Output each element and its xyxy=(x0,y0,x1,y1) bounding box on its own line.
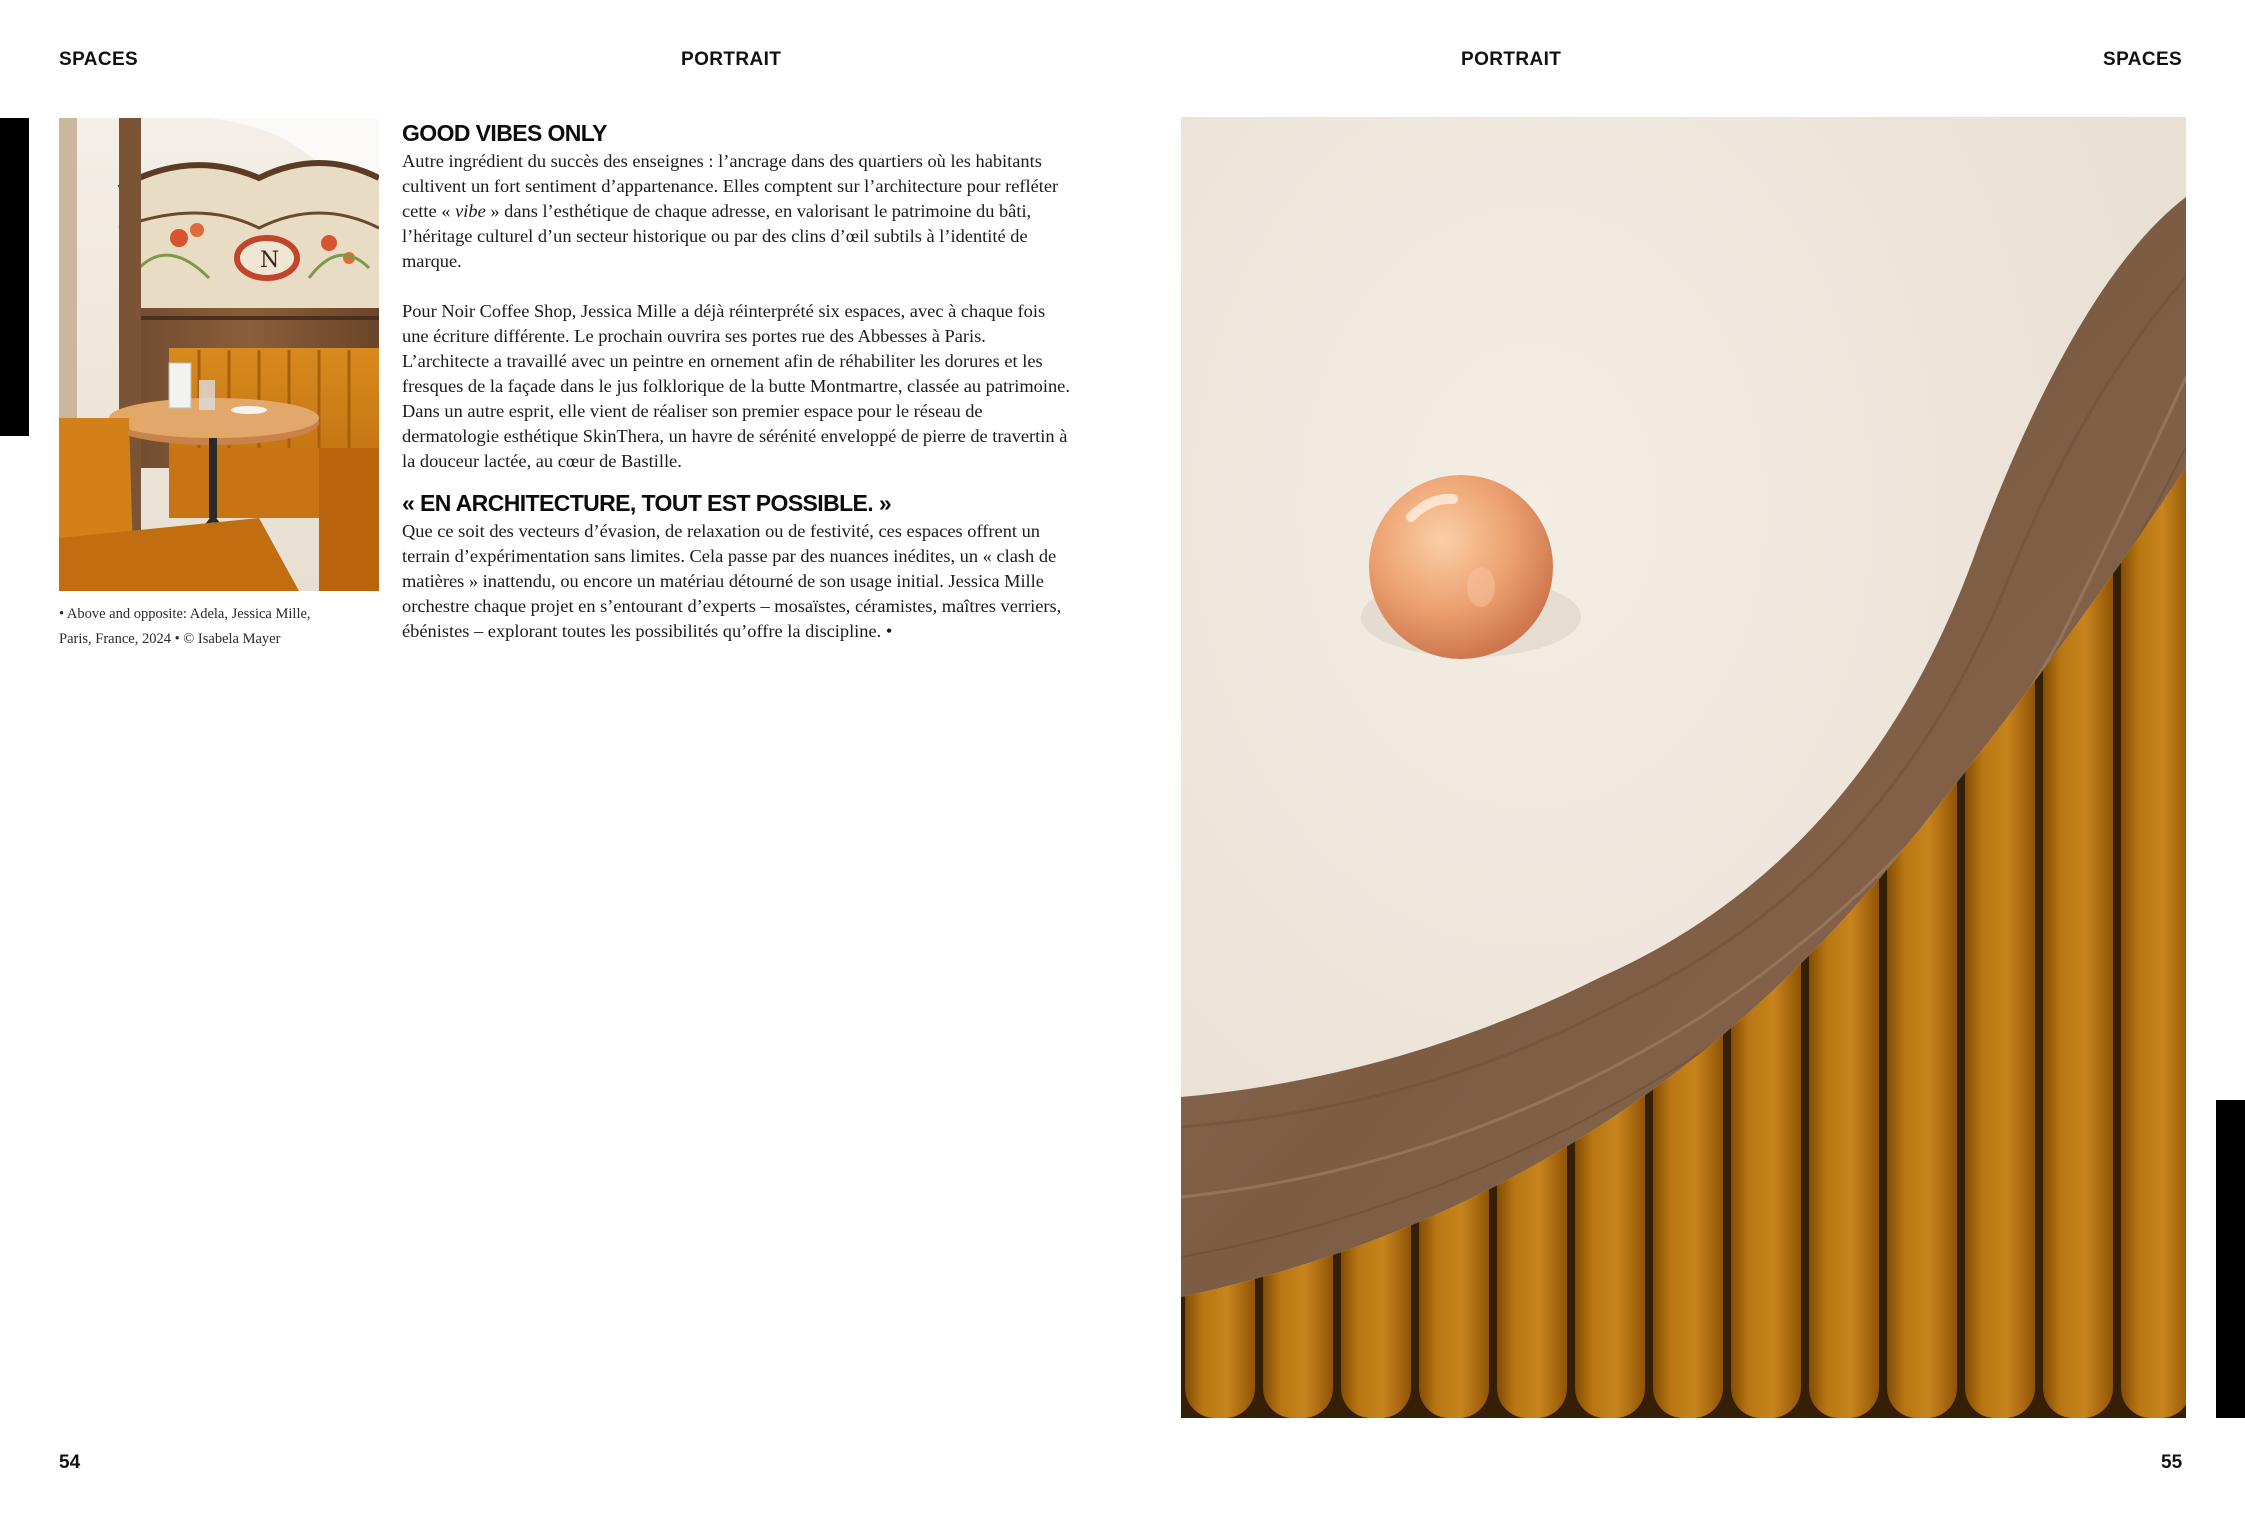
paragraph-1-text-a: Autre ingrédient du succès des enseignes : l’ancrage dans des quartiers où les habitants cultivent un fort sentiment d’appartenance. Elles comptent sur l’architecture pour refléter cette « xyxy=(402,151,1059,221)
page-number-left: 54 xyxy=(59,1452,81,1473)
heading-good-vibes: GOOD VIBES ONLY xyxy=(402,120,607,146)
caption-line-2: Paris, France, 2024 • © Isabela Mayer xyxy=(59,631,281,647)
paragraph-1-italic: vibe xyxy=(455,201,486,221)
heading-architecture-quote: « EN ARCHITECTURE, TOUT EST POSSIBLE. » xyxy=(402,490,892,516)
paragraph-2: Pour Noir Coffee Shop, Jessica Mille a déjà réinterprété six espaces, avec à chaque fois une écriture différente. Le prochain ouvrira ses portes rue des Abbesses à Paris. L’architecte a travaillé avec un peintre en ornement afin de réhabiliter les dorures et les fresques de la façade dans le jus folklorique de la butte Montmartre, classée au patrimoine. Dans un autre esprit, elle vient de réaliser son premier espace pour le réseau de dermatologie esthétique SkinThera, un havre de sérénité enveloppé de pierre de travertin à la douceur lactée, au cœur de Bastille. xyxy=(402,301,1070,471)
restaurant-interior-photo xyxy=(59,118,379,591)
left-edge-tab xyxy=(0,118,29,436)
photo-caption xyxy=(59,602,359,652)
svg-text:N: N xyxy=(260,248,280,273)
article-body xyxy=(402,120,1072,644)
page-number-right: 55 xyxy=(2161,1452,2183,1473)
paragraph-1 xyxy=(402,149,1072,274)
running-head-left-section: SPACES xyxy=(59,49,139,70)
running-head-right-section: SPACES xyxy=(2103,49,2183,70)
paragraph-3: Que ce soit des vecteurs d’évasion, de relaxation ou de festivité, ces espaces offrent un terrain d’expérimentation sans limites. Cela passe par des nuances inédites, un « clash de matières » inattendu, ou encore un matériau détourné de son usage initial. Jessica Mille orchestre chaque projet en s’entourant d’experts – mosaïstes, céramistes, maîtres verriers, ébénistes – explorant toutes les possibilités qu’offre la discipline. • xyxy=(402,521,1062,641)
caption-line-1: • Above and opposite: Adela, Jessica Mille, xyxy=(59,606,311,622)
running-head-right-portrait: PORTRAIT xyxy=(1461,49,1562,70)
running-head-left-portrait: PORTRAIT xyxy=(681,49,782,70)
wall-lamp-detail-photo xyxy=(1181,117,2186,1418)
right-edge-tab xyxy=(2216,1100,2245,1418)
paragraph-1-text-b: » dans l’esthétique de chaque adresse, en valorisant le patrimoine du bâti, l’héritage culturel d’un secteur historique ou par des clins d’œil subtils à l’identité de marque. xyxy=(402,201,1032,271)
